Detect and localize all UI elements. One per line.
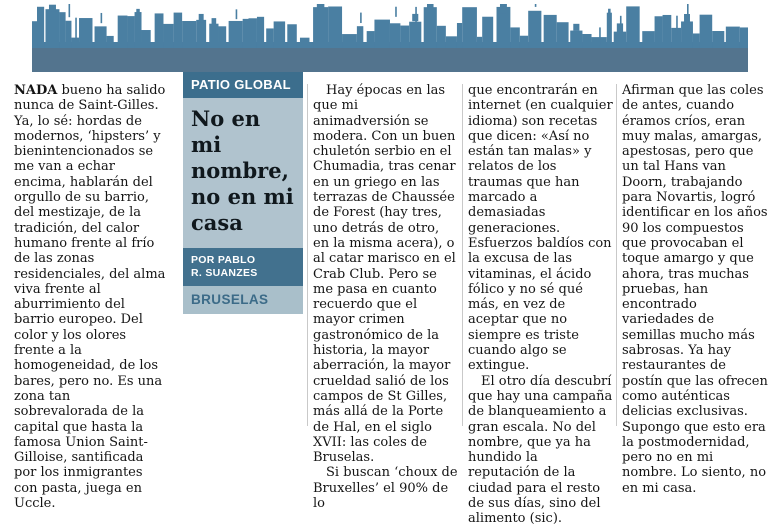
article-column-4 bbox=[622, 83, 768, 496]
paragraph: Afirman que las coles de antes, cuando éramos críos, eran muy malas, amargas, apestosas, pero que un tal Hans van Doorn, trabajando para Novartis, logró identificar en los años 90 los compuestos que provocaban el toque amargo y que ahora, tras muchas pruebas, han encontrado variedades de semillas mucho más sabrosas. Ya hay restaurantes de postín que las ofrecen como auténticas delicias exclusivas. Supongo que esto era la postmodernidad, pero no en mi nombre. Lo siento, no en mi casa. bbox=[622, 83, 768, 496]
column-rule bbox=[307, 84, 308, 426]
headline-box bbox=[183, 98, 303, 248]
lead-word: NADA bbox=[14, 83, 58, 98]
paragraph: Si buscan ‘choux de Bruxelles’ el 90% de lo bbox=[313, 465, 458, 512]
article-column-3 bbox=[468, 83, 613, 527]
column-rule bbox=[462, 84, 463, 426]
dateline-location: BRUSELAS bbox=[191, 292, 269, 307]
city-skyline-icon bbox=[32, 4, 748, 72]
section-kicker-label: PATIO GLOBAL bbox=[191, 77, 291, 92]
column-rule bbox=[616, 84, 617, 426]
article-column-2 bbox=[313, 83, 458, 511]
city-skyline-banner bbox=[32, 4, 748, 72]
paragraph-text: bueno ha salido nunca de Saint-Gilles. Ya, lo sé: hordas de modernos, ‘hipsters’ y bienintencionados se me van a echar encima, hablarán del orgullo de su barrio, del mestizaje, de la tradición, del calor humano frente al frío de las zonas residenciales, del alma viva frente al aburrimiento del barrio europeo. Del color y los olores frente a la homogeneidad, de los bares, pero no. Es una zona tan sobrevalorada de la capital que hasta la famosa Union Saint-Gilloise, santificada por los inmigrantes con pasta, juega en Uccle. bbox=[14, 83, 166, 512]
section-kicker bbox=[183, 72, 303, 98]
paragraph: que encontrarán en internet (en cualquier idioma) son recetas que dicen: «Así no están tan malas» y relatos de los traumas que han marcado a demasiadas generaciones. Esfuerzos baldíos con la excusa de las vitaminas, el ácido fólico y no sé qué más, en vez de aceptar que no siempre es triste cuando algo se extingue. bbox=[468, 83, 613, 374]
byline-line1: POR PABLO bbox=[191, 254, 256, 266]
byline-box bbox=[183, 248, 303, 286]
paragraph: El otro día descubrí que hay una campaña de blanqueamiento a gran escala. No del nombre, que ya ha hundido la reputación de la ciudad para el resto de sus días, sino del alimento (sic). bbox=[468, 373, 613, 527]
paragraph bbox=[14, 83, 167, 511]
article-column-1 bbox=[14, 83, 167, 511]
article-title: No en mi nombre, no en mi casa bbox=[191, 106, 294, 235]
byline-line2: R. SUANZES bbox=[191, 267, 258, 279]
paragraph: Hay épocas en las que mi animadversión se modera. Con un buen chuletón serbio en el Chumadia, tras cenar en un griego en las terrazas de Chaussée de Forest (hay tres, uno detrás de otro, en la misma acera), o al catar marisco en el Crab Club. Pero se me pasa en cuanto recuerdo que el mayor crimen gastronómico de la historia, la mayor aberración, la mayor crueldad salió de los campos de St Gilles, más allá de la Porte de Hal, en el siglo XVII: las coles de Bruselas. bbox=[313, 83, 456, 466]
dateline-box bbox=[183, 286, 303, 314]
